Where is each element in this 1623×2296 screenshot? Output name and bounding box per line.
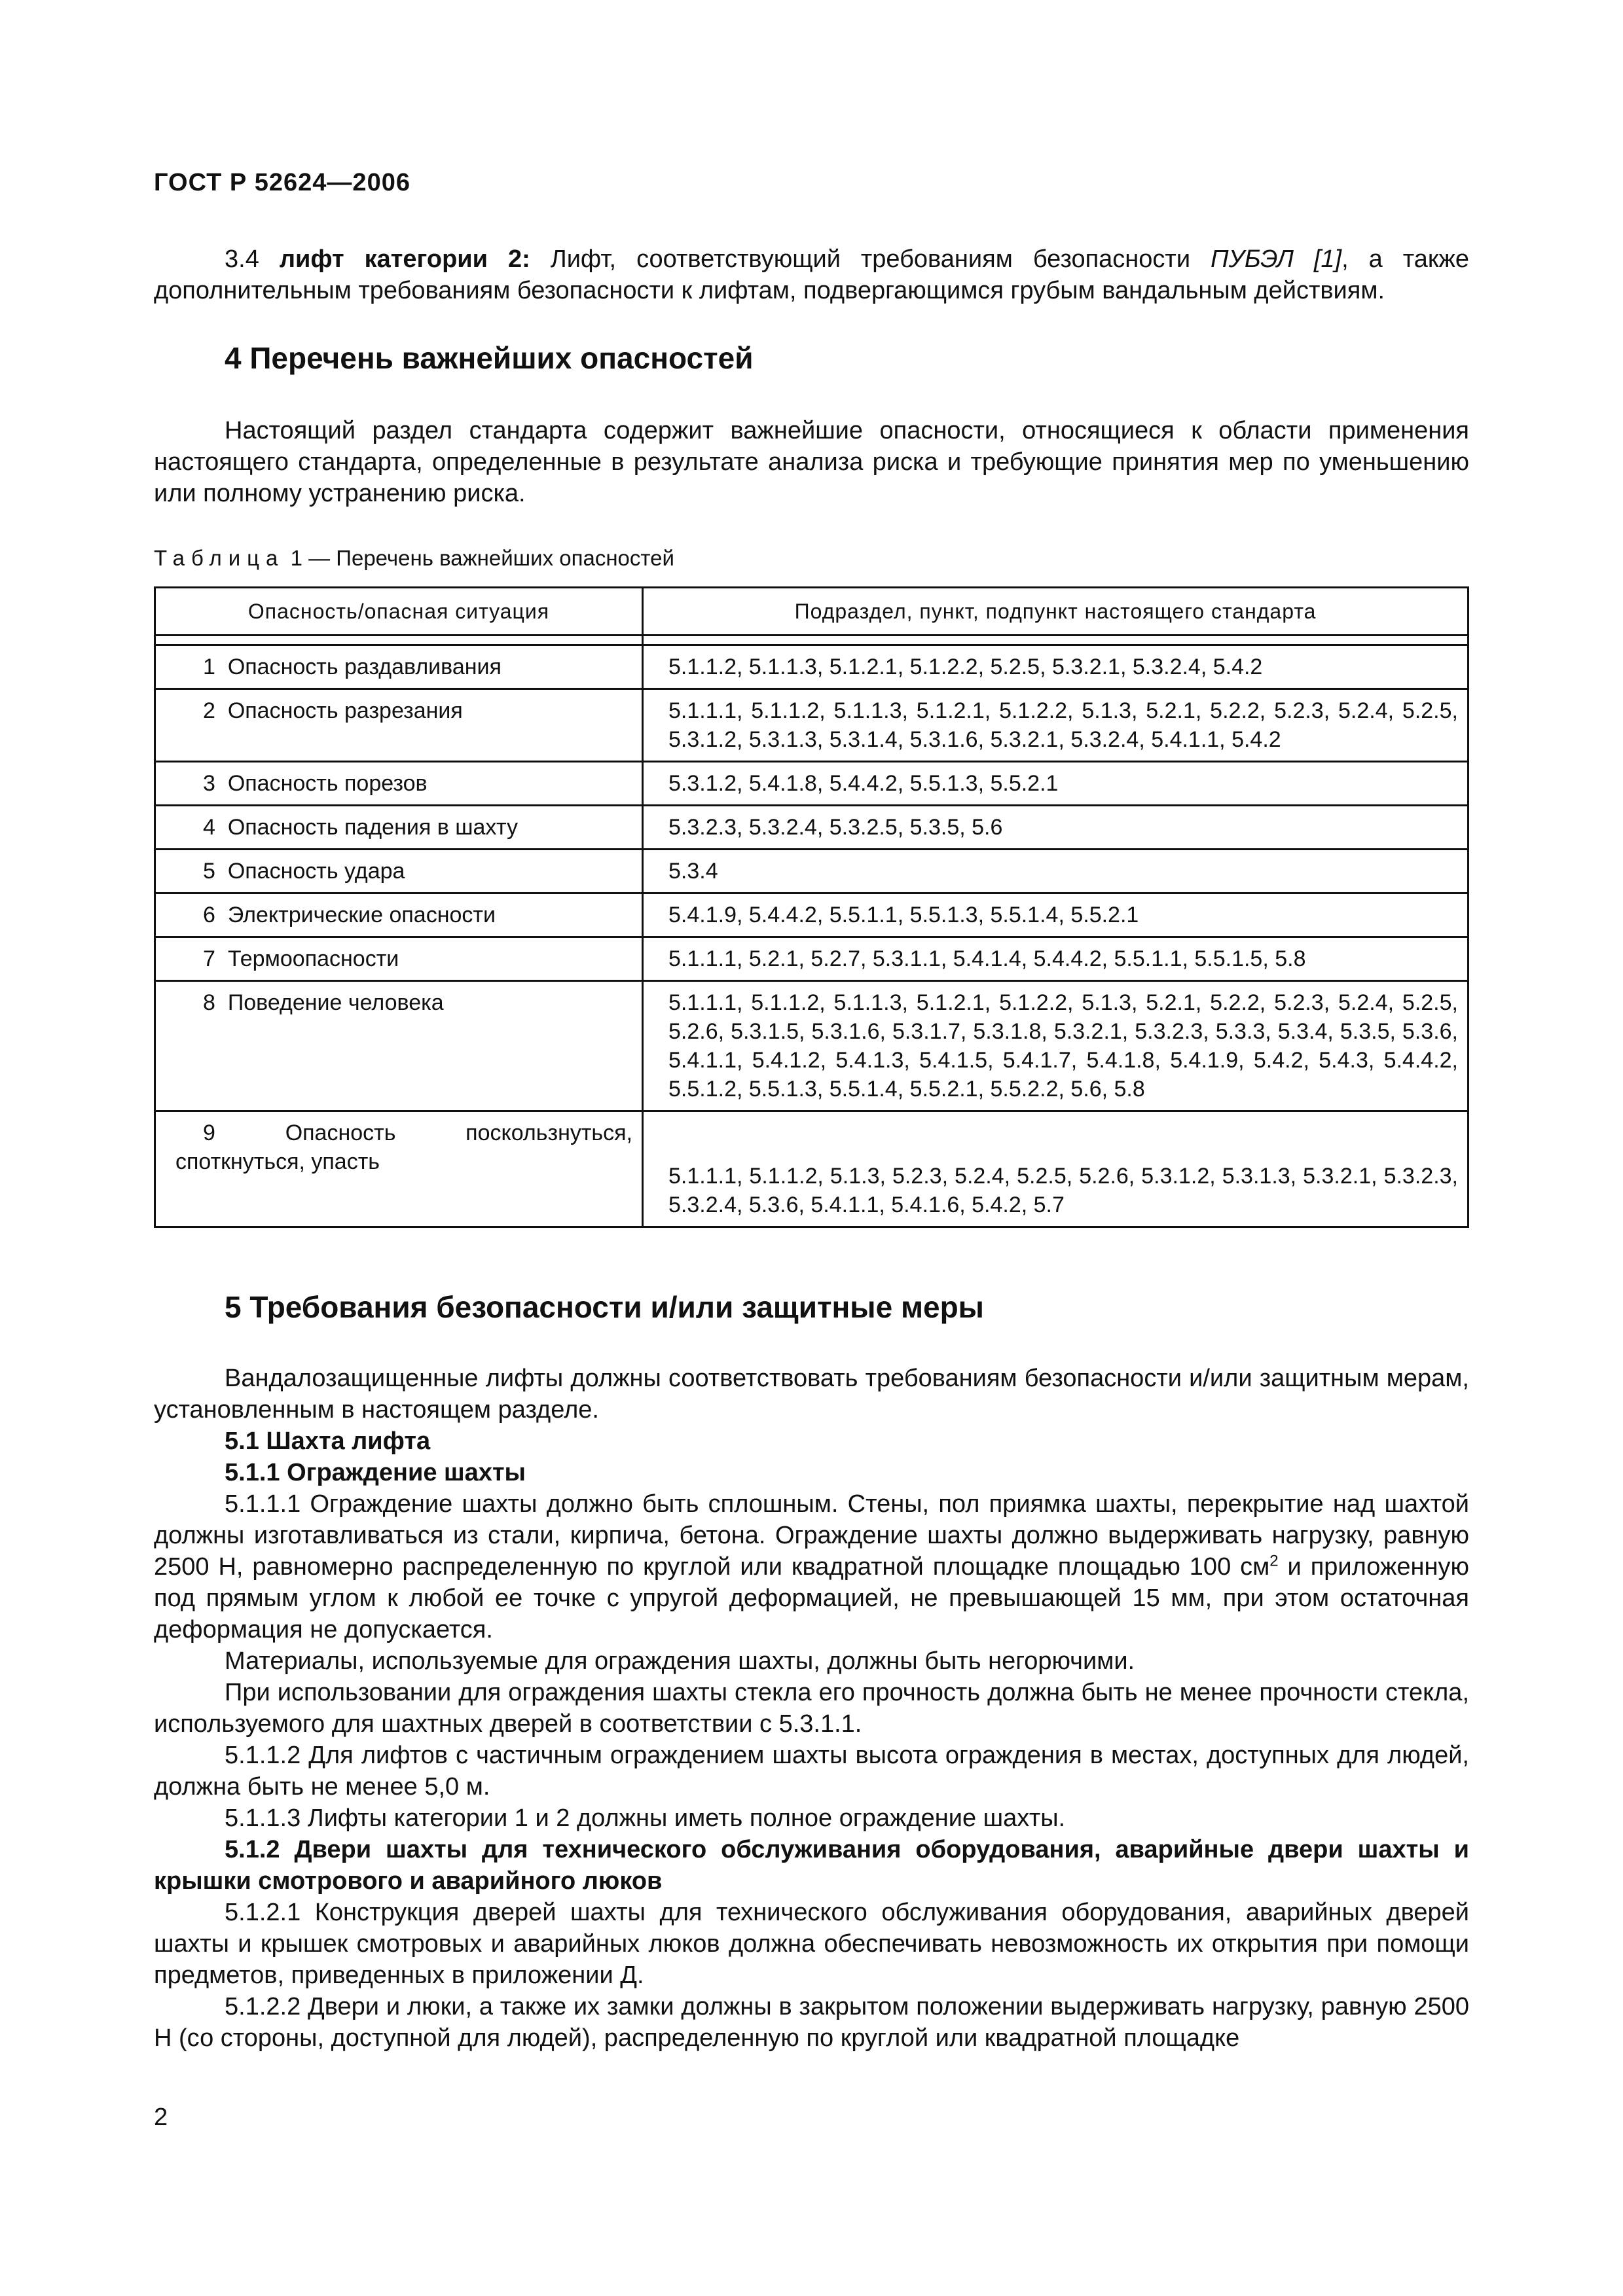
row-hazard: Опасность разрезания	[227, 698, 463, 723]
definition-number: 3.4	[225, 245, 259, 273]
table-caption-text: 1 — Перечень важнейших опасностей	[290, 546, 674, 570]
row-refs: 5.4.1.9, 5.4.4.2, 5.5.1.1, 5.5.1.3, 5.5.1.4, 5.5.2.1	[643, 893, 1468, 937]
row-refs: 5.3.1.2, 5.4.1.8, 5.4.4.2, 5.5.1.3, 5.5.2.1	[643, 762, 1468, 806]
table-caption	[154, 546, 674, 571]
row-number: 1	[203, 655, 215, 679]
paragraph-glass: При использовании для ограждения шахты стекла его прочность должна быть не менее прочности стекла, используемого для шахтных дверей в соответствии с 5.3.1.1.	[154, 1679, 1469, 1738]
row-number: 7	[203, 946, 215, 971]
definition-text-after: , а также дополнительным требованиям безопасности к лифтам, подвергающимся грубым вандальным действиям.	[154, 245, 1470, 304]
row-number: 9	[203, 1121, 215, 1145]
section-4-title: 4 Перечень важнейших опасностей	[225, 341, 754, 375]
paragraph-5-1-1-1-text-a: 5.1.1.1 Ограждение шахты должно быть сплошным. Стены, пол приямка шахты, перекрытие над шахтой должны изготавливаться из стали, кирпича, бетона. Ограждение шахты должно выдерживать нагрузку, равную 2500 Н, равномерно распределенную по круглой или квадратной площадке площадью 100 см	[154, 1490, 1469, 1581]
row-number: 8	[203, 990, 215, 1015]
section-5-intro: Вандалозащищенные лифты должны соответствовать требованиям безопасности и/или защитным мерам, установленным в настоящем разделе.	[154, 1365, 1469, 1424]
table-row	[155, 645, 1468, 689]
table-row	[155, 981, 1468, 1111]
row-hazard: Опасность раздавливания	[227, 655, 501, 679]
table-row	[155, 806, 1468, 850]
section-4-intro-block	[154, 415, 1469, 509]
paragraph-5-1-1-1	[154, 1488, 1469, 1645]
row-refs: 5.1.1.1, 5.1.1.2, 5.1.1.3, 5.1.2.1, 5.1.2.2, 5.1.3, 5.2.1, 5.2.2, 5.2.3, 5.2.4, 5.2.5, 5.2.6, 5.3.1.5, 5.3.1.6, 5.3.1.7, 5.3.1.8, 5.3.2.1, 5.3.2.3, 5.3.3, 5.3.4, 5.3.5, 5.3.6, 5.4.1.1, 5.4.1.2, 5.4.1.3, 5.4.1.5, 5.4.1.7, 5.4.1.8, 5.4.1.9, 5.4.2, 5.4.3, 5.4.4.2, 5.5.1.2, 5.5.1.3, 5.5.1.4, 5.5.2.1, 5.5.2.2, 5.6, 5.8	[643, 981, 1468, 1111]
paragraph-5-1-1-3: 5.1.1.3 Лифты категории 1 и 2 должны иметь полное ограждение шахты.	[225, 1804, 1066, 1832]
paragraph-5-1-2-1: 5.1.2.1 Конструкция дверей шахты для технического обслуживания оборудования, аварийных дверей шахты и крышек смотровых и аварийных люков должна обеспечивать невозможность их открытия при помощи предметов, приведенных в приложении Д.	[154, 1899, 1469, 1989]
row-hazard: Опасность падения в шахту	[227, 815, 518, 840]
table-caption-label: Таблица	[154, 546, 285, 570]
document-header: ГОСТ Р 52624—2006	[154, 169, 410, 196]
table-row	[155, 1111, 1468, 1227]
hazards-table	[154, 586, 1469, 1228]
row-number: 5	[203, 859, 215, 884]
row-refs: 5.3.2.3, 5.3.2.4, 5.3.2.5, 5.3.5, 5.6	[643, 806, 1468, 850]
paragraph-5-1-2-2: 5.1.2.2 Двери и люки, а также их замки должны в закрытом положении выдерживать нагрузку, равную 2500 Н (со стороны, доступной для людей), распределенную по круглой или квадратной площадке	[154, 1993, 1469, 2052]
row-refs: 5.1.1.1, 5.1.1.2, 5.1.3, 5.2.3, 5.2.4, 5.2.5, 5.2.6, 5.3.1.2, 5.3.1.3, 5.3.2.1, 5.3.2.3, 5.3.2.4, 5.3.6, 5.4.1.1, 5.4.1.6, 5.4.2, 5.7	[643, 1111, 1468, 1227]
row-hazard: Опасность поскользнуться, споткнуться, упасть	[175, 1121, 632, 1174]
row-number: 2	[203, 698, 215, 723]
paragraph-5-1-1-1-text-b: и приложенную под прямым углом к любой ее точке с упругой деформацией, не превышающей 15 мм, при этом остаточная деформация не допускается.	[154, 1553, 1469, 1643]
subsection-5-1-2-title: 5.1.2 Двери шахты для технического обслуживания оборудования, аварийные двери шахты и крышки смотрового и аварийного люков	[154, 1836, 1469, 1895]
row-hazard: Опасность удара	[227, 859, 405, 884]
table-row	[155, 850, 1468, 893]
table-row	[155, 937, 1468, 981]
superscript-2: 2	[1269, 1552, 1279, 1570]
row-refs: 5.1.1.1, 5.2.1, 5.2.7, 5.3.1.1, 5.4.1.4, 5.4.4.2, 5.5.1.1, 5.5.1.5, 5.8	[643, 937, 1468, 981]
row-refs: 5.3.4	[643, 850, 1468, 893]
row-hazard: Опасность порезов	[227, 771, 428, 796]
section-5-title: 5 Требования безопасности и/или защитные меры	[225, 1290, 984, 1324]
page-number: 2	[154, 2104, 168, 2131]
row-hazard: Термоопасности	[227, 946, 399, 971]
table-row	[155, 689, 1468, 762]
definition-reference: ПУБЭЛ [1]	[1211, 245, 1342, 273]
table-row	[155, 762, 1468, 806]
table-spacer-row	[155, 636, 1468, 645]
table-row	[155, 893, 1468, 937]
row-number: 4	[203, 815, 215, 840]
row-number: 6	[203, 903, 215, 927]
row-hazard: Электрические опасности	[227, 903, 496, 927]
definition-term: лифт категории 2:	[279, 245, 530, 273]
definition-text-before: Лифт, соответствующий требованиям безопасности	[550, 245, 1191, 273]
section-5-body	[154, 1363, 1469, 2054]
paragraph-5-1-1-2: 5.1.1.2 Для лифтов с частичным ограждением шахты высота ограждения в местах, доступных для людей, должна быть не менее 5,0 м.	[154, 1742, 1469, 1801]
row-hazard: Поведение человека	[227, 990, 444, 1015]
paragraph-materials: Материалы, используемые для ограждения шахты, должны быть негорючими.	[225, 1647, 1135, 1675]
row-refs: 5.1.1.2, 5.1.1.3, 5.1.2.1, 5.1.2.2, 5.2.5, 5.3.2.1, 5.3.2.4, 5.4.2	[643, 645, 1468, 689]
subsection-5-1-1-title: 5.1.1 Ограждение шахты	[225, 1459, 526, 1486]
row-number: 3	[203, 771, 215, 796]
col-header-hazard: Опасность/опасная ситуация	[155, 588, 643, 636]
section-4-intro: Настоящий раздел стандарта содержит важнейшие опасности, относящиеся к области применения настоящего стандарта, определенные в результате анализа риска и требующие принятия мер по уменьшению или полному устранению риска.	[154, 417, 1469, 507]
definition-3-4	[154, 243, 1469, 306]
subsection-5-1-title: 5.1 Шахта лифта	[225, 1427, 431, 1455]
col-header-reference: Подраздел, пункт, подпункт настоящего стандарта	[643, 588, 1468, 636]
row-refs: 5.1.1.1, 5.1.1.2, 5.1.1.3, 5.1.2.1, 5.1.2.2, 5.1.3, 5.2.1, 5.2.2, 5.2.3, 5.2.4, 5.2.5, 5.3.1.2, 5.3.1.3, 5.3.1.4, 5.3.1.6, 5.3.2.1, 5.3.2.4, 5.4.1.1, 5.4.2	[643, 689, 1468, 762]
